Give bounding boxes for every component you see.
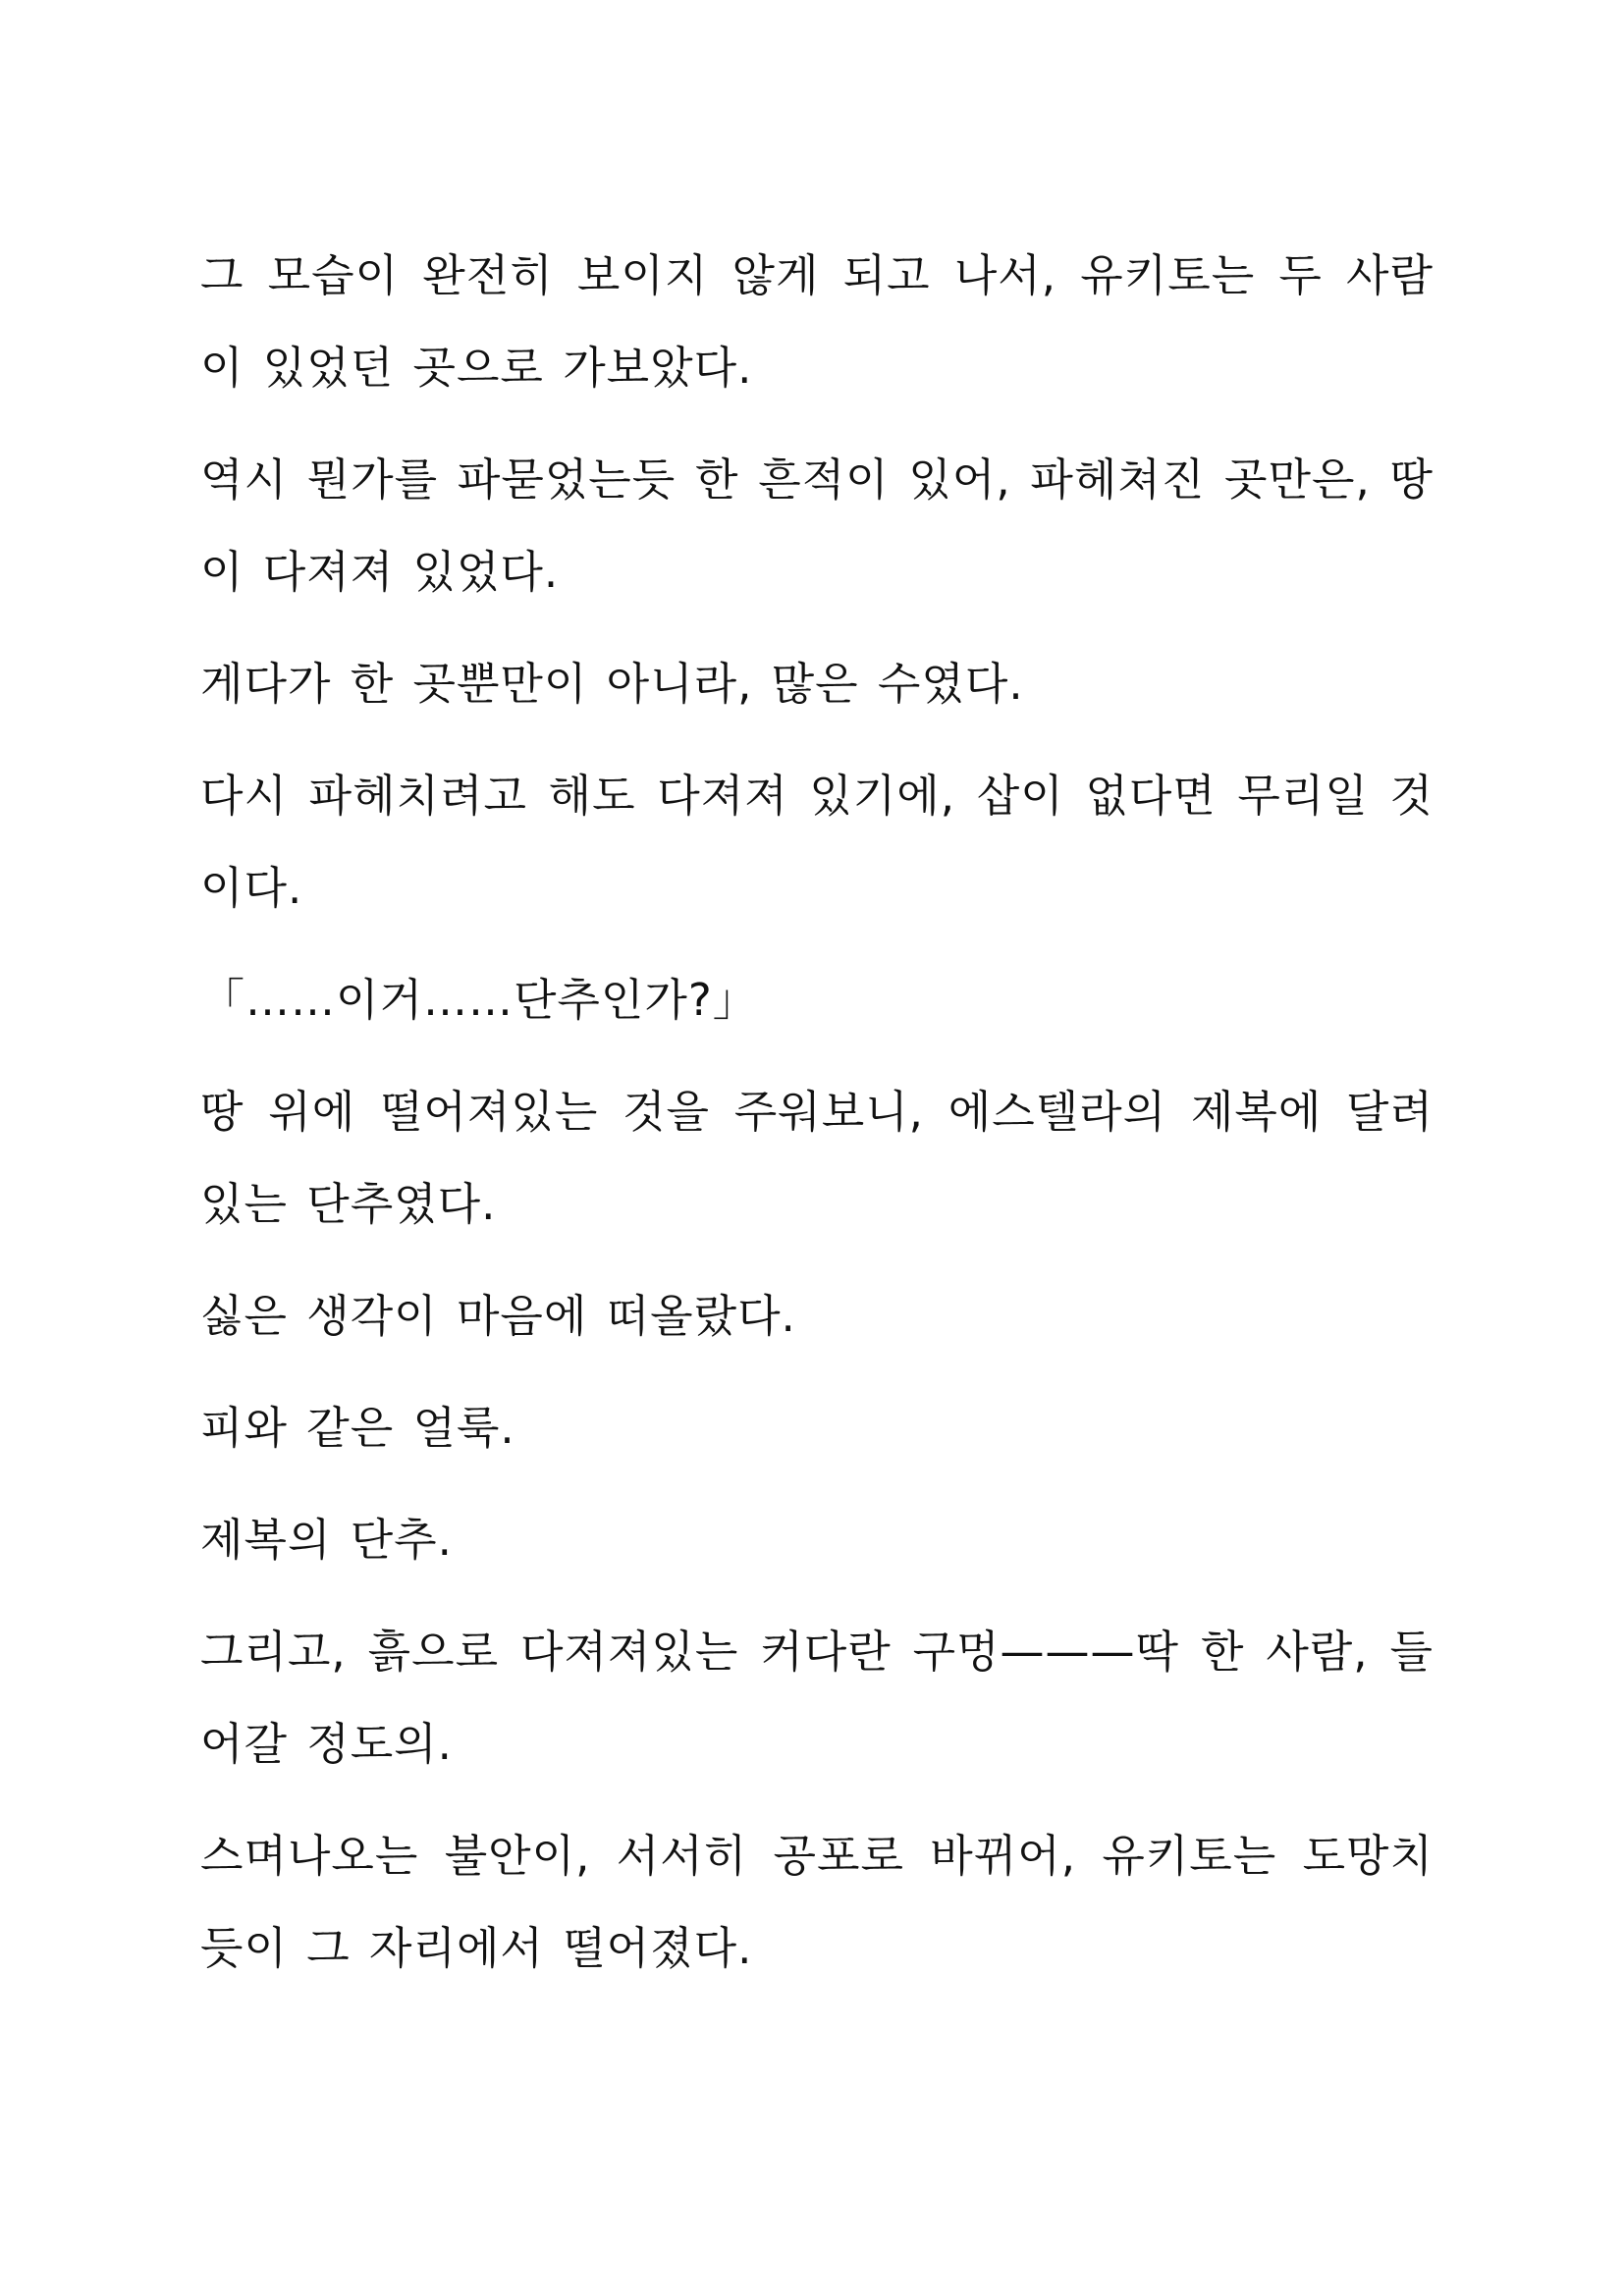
- paragraph-11: 스며나오는 불안이, 서서히 공포로 바뀌어, 유키토는 도망치듯이 그 자리에서 떨어졌다.: [200, 1830, 1434, 1974]
- paragraph-6: 땅 위에 떨어져있는 것을 주워보니, 에스텔라의 제복에 달려있는 단추였다.: [200, 1086, 1434, 1230]
- paragraph-4: 다시 파헤치려고 해도 다져져 있기에, 삽이 없다면 무리일 것이다.: [200, 770, 1434, 914]
- paragraph-1: 그 모습이 완전히 보이지 않게 되고 나서, 유키토는 두 사람이 있었던 곳으로 가보았다.: [200, 249, 1434, 394]
- body-text: [200, 230, 1434, 2014]
- paragraph-10: 그리고, 흙으로 다져져있는 커다란 구멍———딱 한 사람, 들어갈 정도의.: [200, 1626, 1434, 1770]
- dialogue-line: 「……이거……단추인가?」: [200, 974, 758, 1026]
- paragraph-8: 피와 같은 얼룩.: [200, 1402, 515, 1454]
- paragraph-3: 게다가 한 곳뿐만이 아니라, 많은 수였다.: [200, 658, 1024, 710]
- paragraph-2: 역시 뭔가를 파묻었는듯 한 흔적이 있어, 파헤쳐진 곳만은, 땅이 다져져 있었다.: [200, 454, 1434, 598]
- paragraph-7: 싫은 생각이 마음에 떠올랐다.: [200, 1290, 796, 1342]
- paragraph-9: 제복의 단추.: [200, 1514, 453, 1566]
